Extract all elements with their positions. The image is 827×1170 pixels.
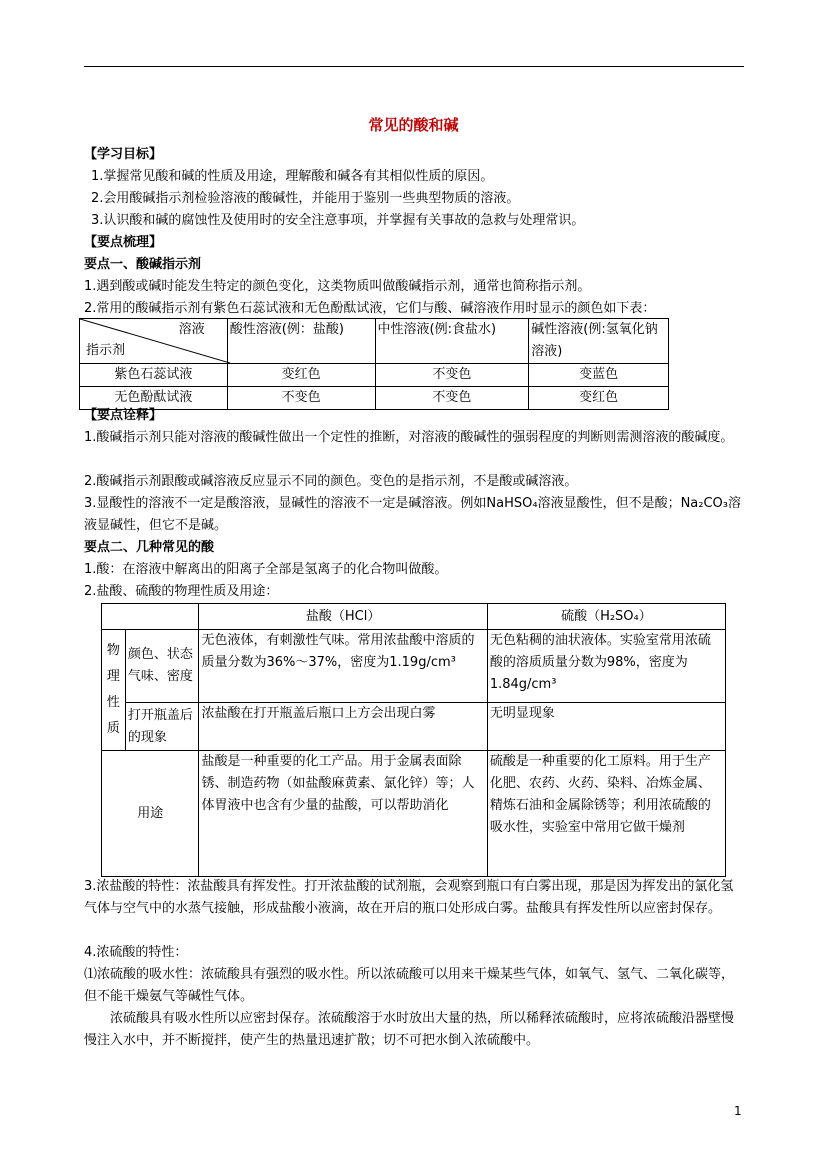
goal-item: 1.掌握常见酸和碱的性质及用途，理解酸和碱各有其相似性质的原因。	[91, 169, 494, 184]
table-cell: 变红色	[529, 387, 669, 410]
goal-item: 3.认识酸和碱的腐蚀性及使用时的安全注意事项，并掌握有关事故的急救与处理常识。	[91, 213, 585, 228]
goal-item: 2.会用酸碱指示剂检验溶液的酸碱性，并能用于鉴别一些典型物质的溶液。	[91, 191, 520, 206]
point2-para: 2.盐酸、硫酸的物理性质及用途：	[84, 584, 279, 599]
table-cell: 无色粘稠的油状液体。实验室常用浓硫酸的溶质质量分数为98%，密度为1.84g/cm³	[487, 630, 725, 703]
table-cell: 紫色石蕊试液	[80, 364, 228, 387]
notes-heading: 【要点诠释】	[84, 408, 163, 423]
note-item: 2.酸碱指示剂跟酸或碱溶液反应显示不同的颜色。变色的是指示剂，不是酸或碱溶液。	[84, 474, 578, 489]
page-number: 1	[734, 1104, 742, 1118]
review-heading: 【要点梳理】	[84, 235, 163, 250]
table-header: 盐酸（HCl）	[199, 604, 487, 630]
table-cell: 无色酚酞试液	[80, 387, 228, 410]
table-header: 碱性溶液(例:氢氧化钠溶液)	[529, 319, 669, 364]
table-cell: 不变色	[375, 387, 529, 410]
table-cell: 无色液体，有刺激性气味。常用浓盐酸中溶质的质量分数为36%～37%，密度为1.19g/cm³	[199, 630, 487, 703]
table-row	[102, 630, 726, 703]
point1-para: 1.遇到酸或碱时能发生特定的颜色变化，这类物质叫做酸碱指示剂，通常也简称指示剂。	[84, 279, 591, 294]
corner-bottom: 指示剂	[86, 343, 126, 358]
table-group-label: 物理性质	[102, 630, 126, 751]
table-cell: 变红色	[227, 364, 375, 387]
table-header: 中性溶液(例:食盐水)	[375, 319, 529, 364]
diagonal-line	[80, 319, 230, 363]
table-row	[102, 703, 726, 751]
point2-para: ⑴浓硫酸的吸水性：浓硫酸具有强烈的吸水性。所以浓硫酸可以用来干燥某些气体，如氧气、氢气、二氧化碳等，但不能干燥氨气等碱性气体。	[84, 967, 735, 1004]
indicator-table	[79, 318, 669, 410]
goals-heading: 【学习目标】	[84, 147, 163, 162]
point2-para: 浓硫酸具有吸水性所以应密封保存。浓硫酸溶于水时放出大量的热，所以稀释浓硫酸时，应将浓硫酸沿器壁慢慢注入水中，并不断搅拌，使产生的热量迅速扩散；切不可把水倒入浓硫酸中。	[84, 1011, 735, 1048]
point1-para: 2.常用的酸碱指示剂有紫色石蕊试液和无色酚酞试液，它们与酸、碱溶液作用时显示的颜色如下表：	[84, 301, 656, 316]
point2-para: 4.浓硫酸的特性：	[84, 945, 188, 960]
point2-heading: 要点二、几种常见的酸	[84, 540, 215, 555]
header-rule	[84, 66, 744, 67]
table-row	[80, 364, 669, 387]
table-header: 酸性溶液(例：盐酸)	[227, 319, 375, 364]
page-title: 常见的酸和碱	[368, 116, 459, 134]
table-cell: 变蓝色	[529, 364, 669, 387]
table-corner-cell	[80, 319, 228, 364]
table-row-label: 用途	[102, 751, 199, 877]
note-item: 3.显酸性的溶液不一定是酸溶液，显碱性的溶液不一定是碱溶液。例如NaHSO₄溶液显酸性，但不是酸；Na₂CO₃溶液显碱性，但它不是碱。	[84, 496, 741, 533]
table-row-label: 颜色、状态气味、密度	[125, 630, 199, 703]
table-cell: 浓盐酸在打开瓶盖后瓶口上方会出现白雾	[199, 703, 487, 751]
table-row	[102, 751, 726, 877]
acid-table	[101, 603, 726, 877]
point1-heading: 要点一、酸碱指示剂	[84, 257, 202, 272]
table-cell: 无明显现象	[487, 703, 725, 751]
note-item: 1.酸碱指示剂只能对溶液的酸碱性做出一个定性的推断，对溶液的酸碱性的强弱程度的判断则需测溶液的酸碱度。	[84, 430, 734, 445]
point2-para: 3.浓盐酸的特性：浓盐酸具有挥发性。打开浓盐酸的试剂瓶，会观察到瓶口有白雾出现，那是因为挥发出的氯化氢气体与空气中的水蒸气接触，形成盐酸小液滴，故在开启的瓶口处形成白雾。盐酸具有挥发性所以应密封保存。	[84, 879, 734, 916]
point2-para: 1.酸：在溶液中解离出的阳离子全部是氢离子的化合物叫做酸。	[84, 562, 448, 577]
table-cell: 盐酸是一种重要的化工产品。用于金属表面除锈、制造药物（如盐酸麻黄素、氯化锌）等；人体胃液中也含有少量的盐酸，可以帮助消化	[199, 751, 487, 877]
table-row-label: 打开瓶盖后的现象	[125, 703, 199, 751]
table-cell: 不变色	[375, 364, 529, 387]
table-header: 硫酸（H₂SO₄）	[487, 604, 725, 630]
corner-top: 溶液	[178, 322, 205, 337]
table-cell: 硫酸是一种重要的化工原料。用于生产化肥、农药、火药、染料、冶炼金属、精炼石油和金属除锈等；利用浓硫酸的吸水性，实验室中常用它做干燥剂	[487, 751, 725, 877]
table-cell: 不变色	[227, 387, 375, 410]
